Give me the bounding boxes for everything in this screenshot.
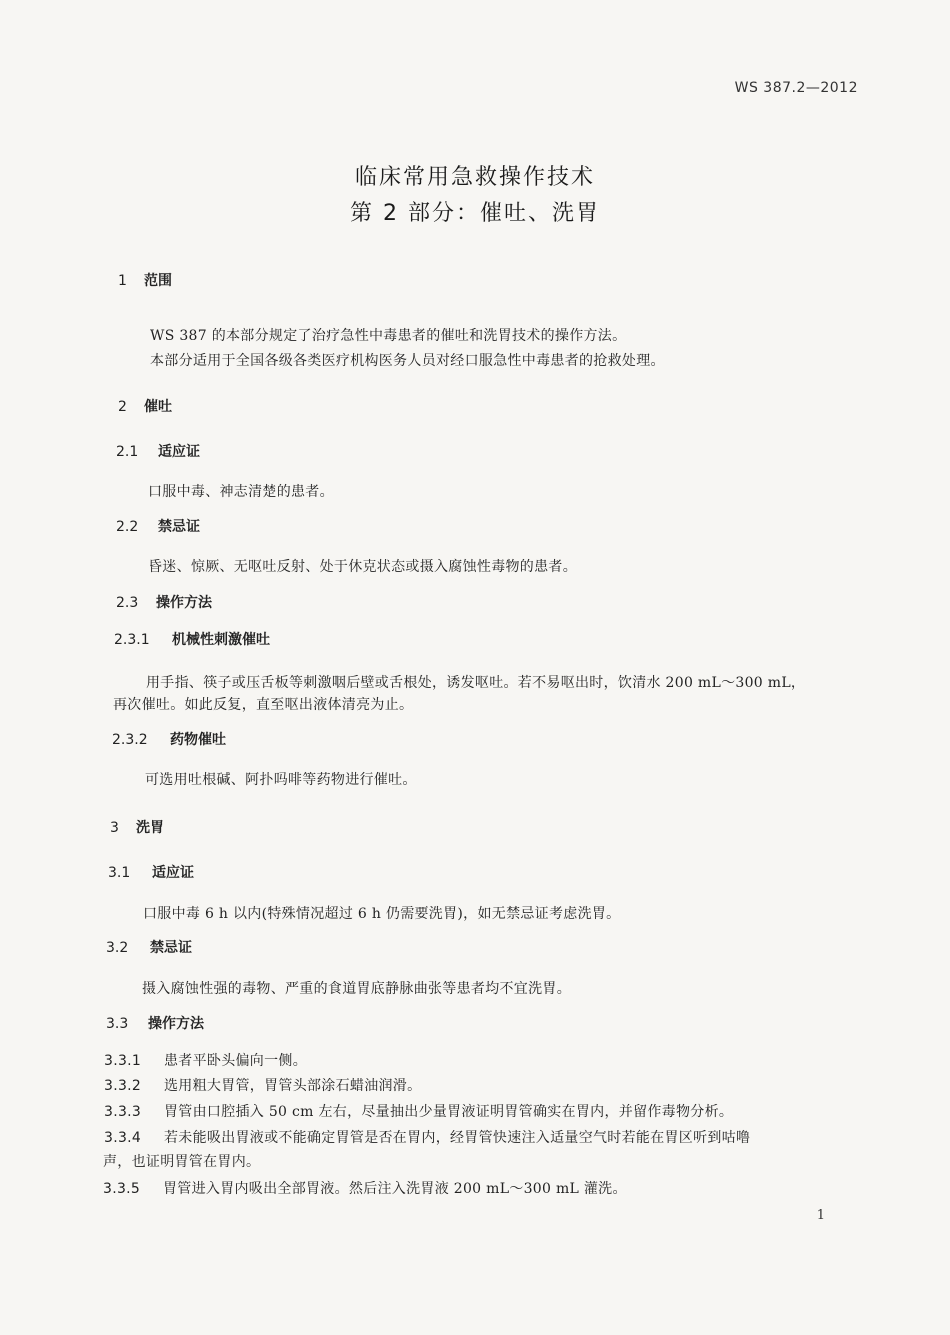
heading-title: 禁忌证	[158, 519, 200, 535]
item-3-3-3	[104, 1101, 733, 1121]
heading-number: 3.3	[106, 1016, 129, 1032]
heading-2	[118, 396, 172, 416]
item-text: 胃管由口腔插入 50 cm 左右，尽量抽出少量胃液证明胃管确实在胃内，并留作毒物分析。	[164, 1104, 734, 1120]
paragraph-2-3-2: 可选用吐根碱、阿扑吗啡等药物进行催吐。	[145, 772, 417, 788]
item-number: 3.3.4	[104, 1130, 142, 1146]
heading-title: 操作方法	[156, 595, 212, 611]
item-3-3-1	[104, 1050, 307, 1070]
heading-title: 洗胃	[136, 820, 164, 836]
heading-number: 3.1	[108, 865, 131, 881]
item-number: 3.3.5	[103, 1181, 141, 1197]
heading-number: 2.3	[116, 595, 139, 611]
heading-title: 范围	[144, 273, 172, 289]
heading-number: 2	[118, 399, 127, 415]
item-number: 3.3.2	[104, 1078, 142, 1094]
heading-2-3	[116, 592, 212, 612]
heading-title: 适应证	[158, 444, 200, 460]
heading-3-1	[108, 862, 194, 882]
heading-title: 催吐	[144, 399, 172, 415]
page-number: 1	[816, 1208, 825, 1223]
heading-2-1	[116, 441, 200, 461]
paragraph-3-2: 摄入腐蚀性强的毒物、严重的食道胃底静脉曲张等患者均不宜洗胃。	[142, 981, 571, 997]
item-text: 选用粗大胃管，胃管头部涂石蜡油润滑。	[164, 1078, 422, 1094]
item-text: 若未能吸出胃液或不能确定胃管是否在胃内，经胃管快速注入适量空气时若能在胃区听到咕噜	[164, 1130, 751, 1146]
paragraph-2-1: 口服中毒、神志清楚的患者。	[148, 484, 334, 500]
heading-number: 3	[110, 820, 119, 836]
heading-number: 2.2	[116, 519, 139, 535]
standard-code: WS 387.2—2012	[734, 80, 858, 96]
item-number: 3.3.3	[104, 1104, 142, 1120]
item-3-3-5	[103, 1178, 627, 1198]
heading-3	[110, 817, 164, 837]
heading-number: 3.2	[106, 940, 129, 956]
paragraph-3-1: 口服中毒 6 h 以内(特殊情况超过 6 h 仍需要洗胃)，如无禁忌证考虑洗胃。	[143, 906, 621, 922]
heading-3-2	[106, 937, 192, 957]
heading-title: 适应证	[152, 865, 194, 881]
paragraph-1-1: WS 387 的本部分规定了治疗急性中毒患者的催吐和洗胃技术的操作方法。	[150, 328, 627, 344]
heading-2-3-2	[112, 729, 226, 749]
heading-number: 2.3.1	[114, 632, 150, 648]
heading-1	[118, 270, 172, 290]
heading-title: 操作方法	[148, 1016, 204, 1032]
item-3-3-4	[104, 1127, 750, 1147]
paragraph-2-3-1-line-2: 再次催吐。如此反复，直至呕出液体清亮为止。	[113, 697, 414, 713]
heading-2-3-1	[114, 629, 270, 649]
paragraph-2-2: 昏迷、惊厥、无呕吐反射、处于休克状态或摄入腐蚀性毒物的患者。	[148, 559, 577, 575]
heading-title: 药物催吐	[170, 732, 226, 748]
paragraph-2-3-1-line-1: 用手指、筷子或压舌板等刺激咽后壁或舌根处，诱发呕吐。若不易呕出时，饮清水 200 mL～300 mL，	[146, 675, 806, 691]
item-text: 患者平卧头偏向一侧。	[164, 1053, 307, 1069]
title-line-2: 第 2 部分：催吐、洗胃	[350, 201, 600, 226]
paragraph-1-2: 本部分适用于全国各级各类医疗机构医务人员对经口服急性中毒患者的抢救处理。	[150, 353, 665, 369]
heading-2-2	[116, 516, 200, 536]
heading-number: 2.1	[116, 444, 139, 460]
item-number: 3.3.1	[104, 1053, 142, 1069]
item-text: 胃管进入胃内吸出全部胃液。然后注入洗胃液 200 mL～300 mL 灌洗。	[163, 1181, 627, 1197]
heading-number: 1	[118, 273, 127, 289]
item-3-3-4-continuation: 声，也证明胃管在胃内。	[103, 1154, 261, 1170]
heading-title: 禁忌证	[150, 940, 192, 956]
heading-3-3	[106, 1013, 204, 1033]
item-3-3-2	[104, 1075, 421, 1095]
heading-number: 2.3.2	[112, 732, 148, 748]
title-line-1: 临床常用急救操作技术	[354, 165, 595, 190]
heading-title: 机械性刺激催吐	[172, 632, 270, 648]
